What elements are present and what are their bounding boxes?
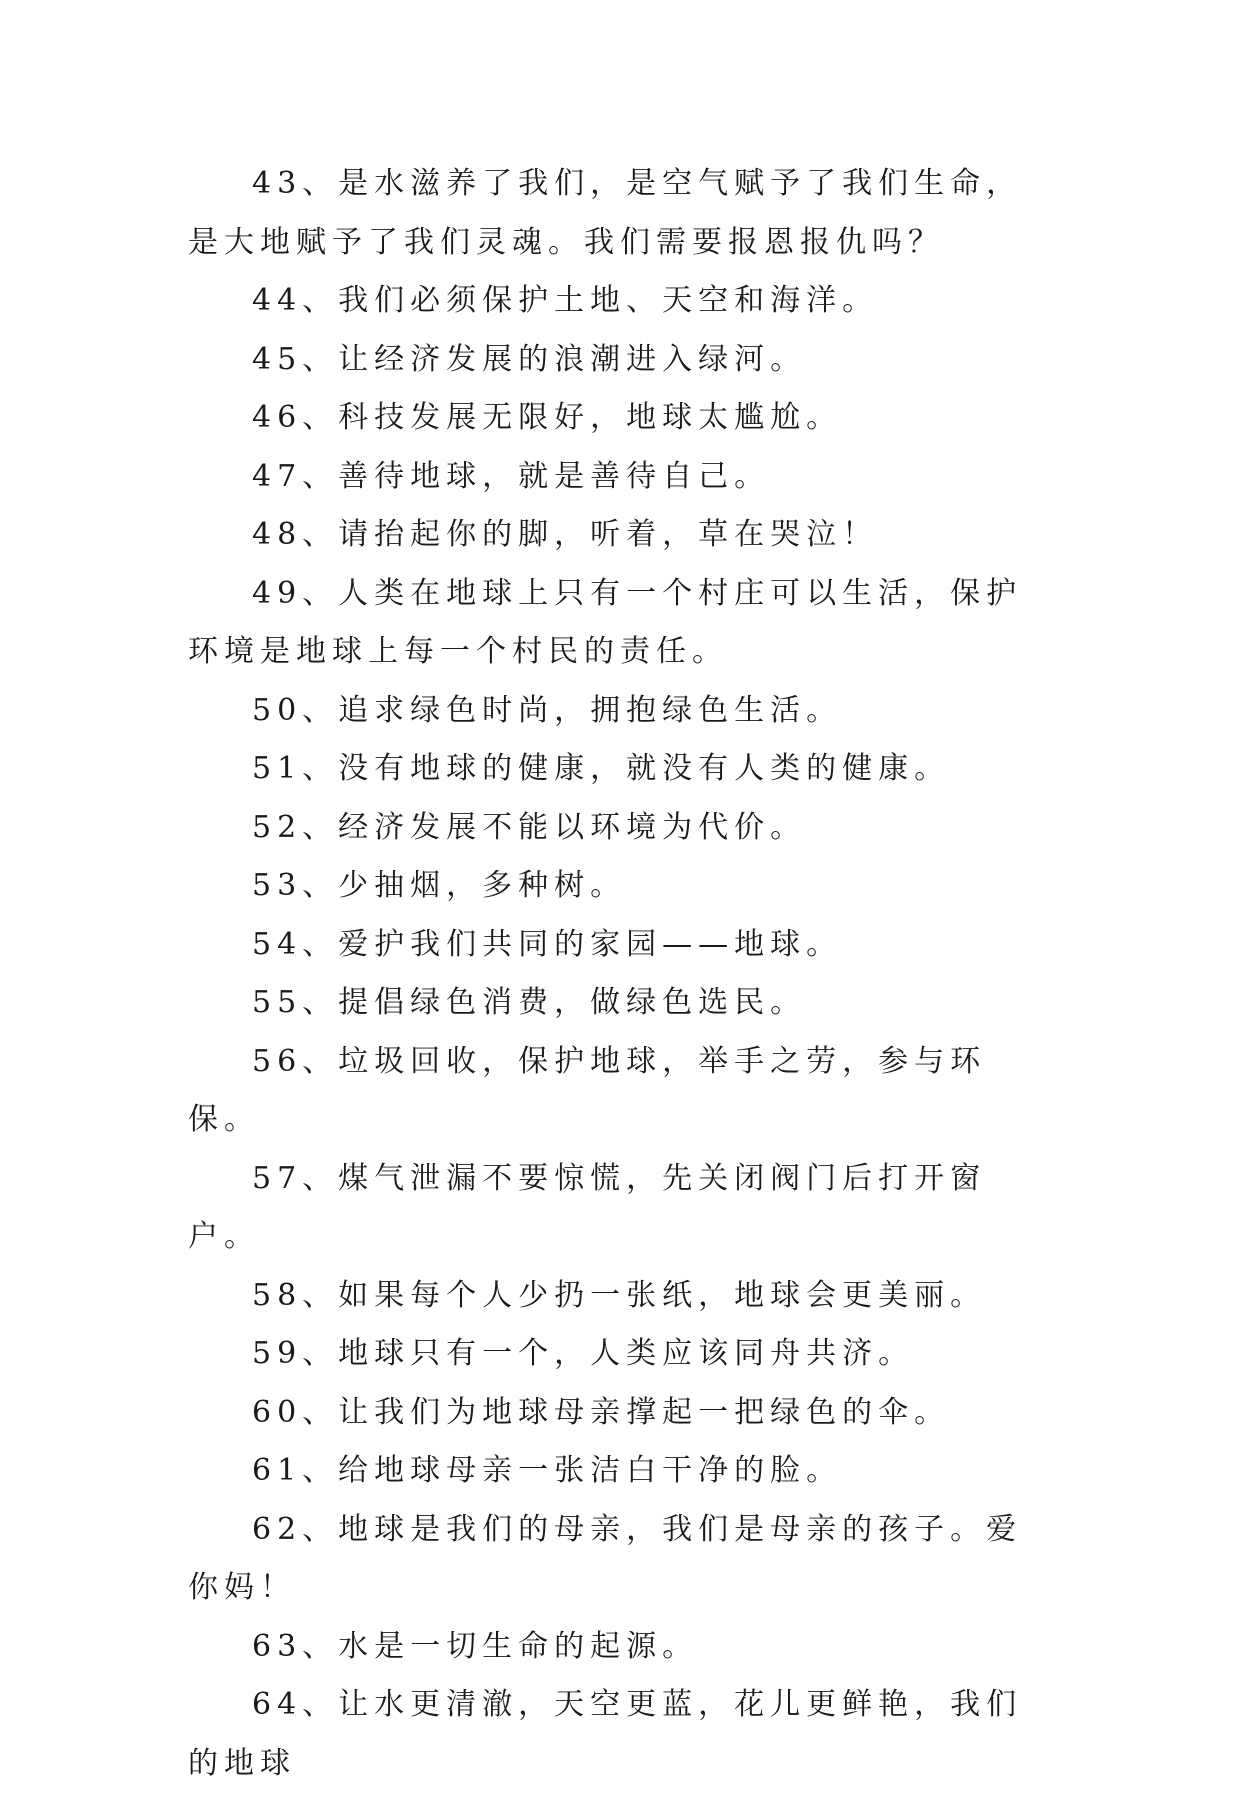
paragraph-44: 44、我们必须保护土地、天空和海洋。 xyxy=(252,283,879,318)
paragraph-53: 53、少抽烟，多种树。 xyxy=(252,868,627,903)
paragraph-62: 62、地球是我们的母亲，我们是母亲的孩子。爱你妈！ xyxy=(188,1511,1023,1605)
paragraph-54: 54、爱护我们共同的家园——地球。 xyxy=(252,926,843,962)
paragraph-46: 46、科技发展无限好，地球太尴尬。 xyxy=(252,400,843,435)
paragraph-50: 50、追求绿色时尚，拥抱绿色生活。 xyxy=(252,692,843,728)
paragraph-47: 47、善待地球，就是善待自己。 xyxy=(252,458,771,494)
paragraph-58: 58、如果每个人少扔一张纸，地球会更美丽。 xyxy=(252,1277,987,1313)
paragraph-55: 55、提倡绿色消费，做绿色选民。 xyxy=(252,985,807,1020)
document-body xyxy=(188,155,1058,1793)
paragraph-63: 63、水是一切生命的起源。 xyxy=(252,1628,699,1664)
paragraph-59: 59、地球只有一个，人类应该同舟共济。 xyxy=(252,1336,915,1371)
paragraph-52: 52、经济发展不能以环境为代价。 xyxy=(252,809,807,845)
paragraph-60: 60、让我们为地球母亲撑起一把绿色的伞。 xyxy=(252,1394,951,1430)
paragraph-64: 64、让水更清澈，天空更蓝，花儿更鲜艳，我们的地球 xyxy=(188,1687,1023,1781)
paragraph-43: 43、是水滋养了我们，是空气赋予了我们生命，是大地赋予了我们灵魂。我们需要报恩报仇吗？ xyxy=(188,166,1023,260)
paragraph-61: 61、给地球母亲一张洁白干净的脸。 xyxy=(252,1453,843,1488)
paragraph-48: 48、请抬起你的脚，听着，草在哭泣！ xyxy=(252,517,879,552)
paragraph-49: 49、人类在地球上只有一个村庄可以生活，保护环境是地球上每一个村民的责任。 xyxy=(188,575,1023,669)
paragraph-57: 57、煤气泄漏不要惊慌，先关闭阀门后打开窗户。 xyxy=(188,1160,987,1254)
paragraph-56: 56、垃圾回收，保护地球，举手之劳，参与环保。 xyxy=(188,1043,987,1137)
paragraph-51: 51、没有地球的健康，就没有人类的健康。 xyxy=(252,751,951,786)
paragraph-45: 45、让经济发展的浪潮进入绿河。 xyxy=(252,341,807,377)
